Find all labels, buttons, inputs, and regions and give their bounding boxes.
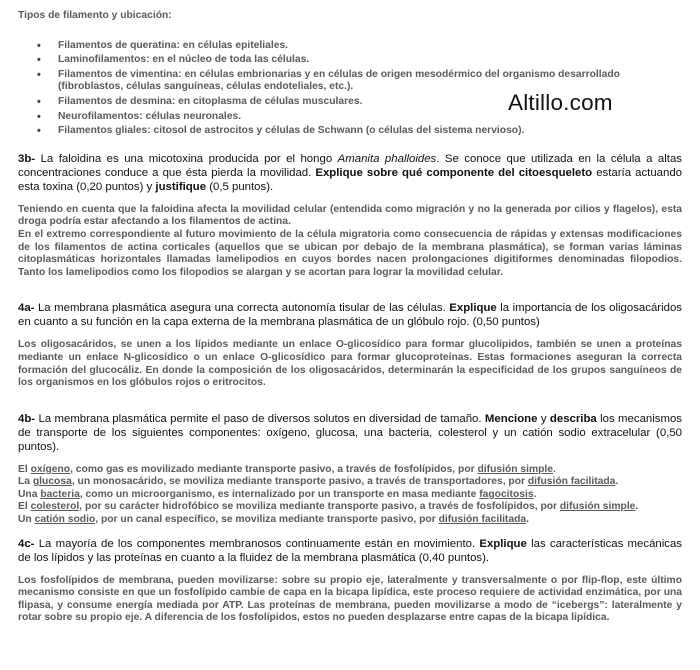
question-4a: 4a- La membrana plasmática asegura una correcta autonomía tisular de las células. Explique la importancia de los oligosacáridos en cuanto a su función en la capa externa de la membrana plasmática de un glóbulo rojo. (0,50 puntos) [18, 302, 682, 329]
list-item: • Filamentos de desmina: en citoplasma de células musculares. [58, 96, 682, 109]
list-item: • Filamentos de vimentina: en células embrionarias y en células de origen mesodérmico del organismo desarrollado (fibroblastos, células sanguíneas, células endoteliales, etc.). [58, 69, 682, 94]
document-page [18, 10, 682, 625]
question-4b: 4b- La membrana plasmática permite el paso de diversos solutos en diversidad de tamaño. Mencione y describa los mecanismos de transporte de los siguientes componentes: oxígeno, glucosa, una bacteria, colesterol y un catión sodio extracelular (0,50 puntos). [18, 412, 682, 453]
question-4c: 4c- La mayoría de los componentes membranosos continuamente están en movimiento. Explique las características mecánicas de los lípidos y las proteínas en cuanto a la fluidez de la membrana plasmática (0,40 puntos). [18, 537, 682, 564]
question-3b: 3b- La faloidina es una micotoxina producida por el hongo Amanita phalloides. Se conoce que utilizada en la célula a altas concentraciones conduce a que ésta pierda la movilidad. Explique sobre qué componente del citoesqueleto estaría actuando esta toxina (0,20 puntos) y justifique (0,5 puntos). [18, 152, 682, 193]
list-item: • Neurofilamentos: células neuronales. [58, 111, 682, 124]
answer-4c: Los fosfolípidos de membrana, pueden movilizarse: sobre su propio eje, lateralmente y transversalmente o por flip-flop, este último mecanismo consiste en que un fosfolípido cambie de capa en la bicapa lipídica, este proceso requiere de actividad enzimática, por una flipasa, y consume energía mediada por ATP. Las proteínas de membrana, pueden movilizarse a modo de “icebergs”: lateralmente y rotar sobre su propio eje. A diferencia de los fosfolípidos, estos no pueden desplazarse entre capas de la bicapa lipídica. [18, 574, 682, 624]
answer-4b-line: El oxígeno, como gas es movilizado mediante transporte pasivo, a través de fosfolípidos, por difusión simple. [18, 463, 556, 475]
filament-types-list [18, 40, 682, 138]
answer-4b-line: Un catión sodio, por un canal específico, se moviliza mediante transporte pasivo, por difusión facilitada. [18, 514, 529, 526]
answer-4a: Los oligosacáridos, se unen a los lípidos mediante un enlace O-glicosídico para formar glucolípidos, también se unen a proteínas mediante un enlace N-glicosídico o un enlace O-glicosídico para formar glucoproteínas. Estas formaciones aseguran la correcta formación del glucocáliz. En donde la composición de los oligosacáridos, determinarán la especificidad de los grupos sanguíneos de los organismos en los glóbulos rojos o eritrocitos. [18, 339, 682, 389]
answer-4b-line: El colesterol, por su carácter hidrofóbico se moviliza mediante transporte pasivo, a través de fosfolípidos, por difusión simple. [18, 501, 639, 513]
answer-4b [18, 464, 682, 527]
watermark-text: Altillo.com [508, 90, 613, 115]
answer-4b-line: Una bacteria, como un microorganismo, es internalizado por un transporte en masa mediante fagocitosis. [18, 488, 537, 500]
answer-3b-paragraph-1: Teniendo en cuenta que la faloidina afecta la movilidad celular (entendida como migración y no la generada por cilios y flagelos), esta droga podría estar afectando a los filamentos de actina. [18, 203, 682, 228]
answer-4b-line: La glucosa, un monosacárido, se moviliza mediante transporte pasivo, a través de transportadores, por difusión facilitada. [18, 476, 619, 488]
list-item: • Laminofilamentos: en el núcleo de toda las células. [58, 54, 682, 67]
answer-3b-paragraph-2: En el extremo correspondiente al futuro movimiento de la célula migratoria como consecuencia de rápidas y extensas modificaciones de los filamentos de actina corticales (aquellos que se ubican por debajo de la membrana plasmática), se forman varias láminas citoplasmáticas horizontales llamadas lamelipodios en cuyos bordes nacen prolongaciones digitiformes denominadas filopodios. Tanto los lamelipodios como los filopodios se alargan y se acortan para lograr la movilidad celular. [18, 228, 682, 278]
filament-types-heading: Tipos de filamento y ubicación: [18, 10, 172, 21]
list-item: • Filamentos de queratina: en células epiteliales. [58, 40, 682, 53]
list-item: • Filamentos gliales: citosol de astrocitos y células de Schwann (o células del sistema nervioso). [58, 125, 682, 138]
